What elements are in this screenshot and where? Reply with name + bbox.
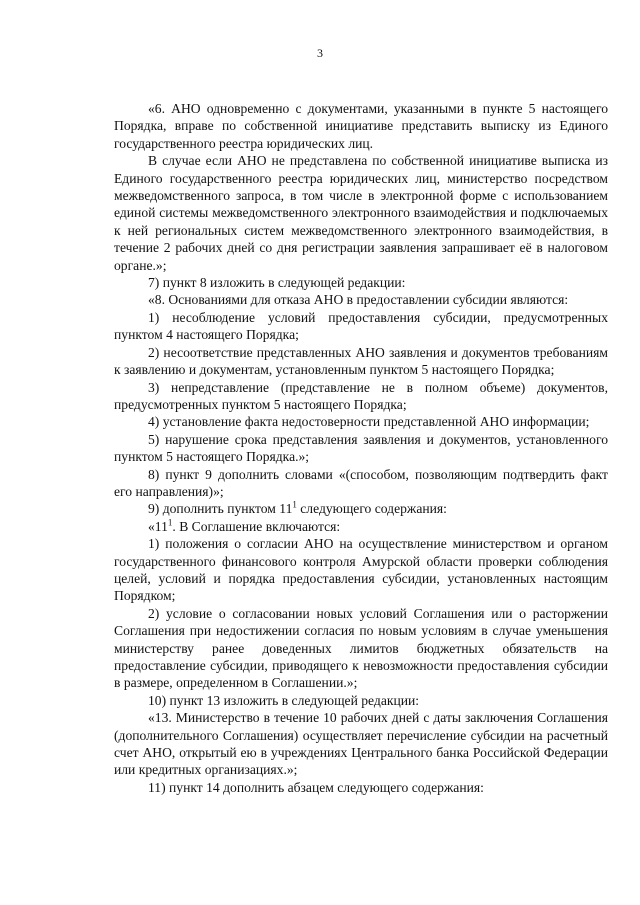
document-body [114,100,608,796]
amendment-11: 11) пункт 14 дополнить абзацем следующего содержания: [148,779,484,795]
amendment-10: 10) пункт 13 изложить в следующей редакции: [148,692,420,708]
paragraph-11-1-text-a: «11 [148,518,168,534]
amendment-7: 7) пункт 8 изложить в следующей редакции: [148,275,406,291]
paragraph-6: «6. АНО одновременно с документами, указанными в пункте 5 настоящего Порядка, вправе по собственной инициативе представить выписку из Единого государственного реестра юридических лиц. [114,101,608,151]
paragraph-13: «13. Министерство в течение 10 рабочих дней с даты заключения Соглашения (дополнительного Соглашения) осуществляет перечисление субсидии на расчетный счет АНО, открытый ею в учреждениях Центрального банка Российской Федерации или кредитных организациях.»; [114,710,608,778]
paragraph-8: «8. Основаниями для отказа АНО в предоставлении субсидии являются: [148,292,569,308]
amendment-9-text-b: следующего содержания: [296,501,447,517]
paragraph-11-1-item-2: 2) условие о согласовании новых условий Соглашения или о расторжении Соглашения при недостижении согласия по новым условиям в случае уменьшения министерству ранее доведенных лимитов бюджетных обязательств на предоставление субсидии, приводящего к невозможности предоставления субсидии в размере, определенном в Соглашении.»; [114,605,608,691]
paragraph-8-item-4: 4) установление факта недостоверности представленной АНО информации; [148,414,590,430]
amendment-9 [114,500,608,517]
amendment-8: 8) пункт 9 дополнить словами «(способом, позволяющим подтвердить факт его направления)»; [114,466,608,499]
paragraph-8-item-1: 1) несоблюдение условий предоставления субсидии, предусмотренных пунктом 4 настоящего Порядка; [114,309,608,343]
page-number: 3 [317,46,323,60]
paragraph-8-item-2: 2) несоответствие представленных АНО заявления и документов требованиям к заявлению и документам, установленным пунктом 5 настоящего Порядка; [114,344,608,378]
paragraph-11-1 [114,518,608,535]
superscript: 1 [167,517,173,528]
amendment-9-text-a: 9) дополнить пунктом 11 [148,501,293,517]
superscript: 1 [292,499,297,510]
paragraph-8-item-3: 3) непредставление (представление не в полном объеме) документов, предусмотренных пунктом 5 настоящего Порядка; [114,379,608,412]
paragraph-11-1-text-b: . В Соглашение включаются: [172,518,341,534]
paragraph-8-item-5: 5) нарушение срока представления заявления и документов, установленного пунктом 5 настоящего Порядка.»; [114,431,608,465]
paragraph-6-continued: В случае если АНО не представлена по собственной инициативе выписка из Единого государственного реестра юридических лиц, министерство посредством межведомственного запроса, в том числе в электронной форме с использованием единой системы межведомственного электронного взаимодействия и подключаемых к ней региональных систем межведомственного электронного взаимодействия, в течение 2 рабочих дней со дня регистрации заявления запрашивает её в налоговом органе.»; [114,153,608,273]
paragraph-11-1-item-1: 1) положения о согласии АНО на осуществление министерством и органом государственного финансового контроля Амурской области проверки соблюдения целей, условий и порядка предоставления субсидии, установленных настоящим Порядком; [114,536,608,604]
